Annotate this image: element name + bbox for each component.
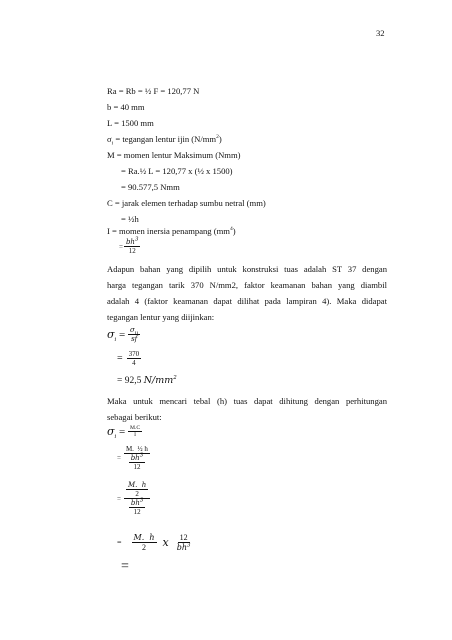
h-eq-4 (117, 533, 193, 552)
h-eq-4-fraction-2 (175, 533, 193, 552)
line-M-eq2: = 90.577,5 Nmm (121, 182, 180, 192)
h-eq-2-denominator: $\frac{bh^3}{12}$ (130, 452, 144, 471)
sigma-eq-2-eq: = (117, 353, 123, 364)
sigma-eq-3-value: = 92,5 (117, 376, 144, 386)
h-eq-5: = (121, 559, 129, 574)
sigma-eq-1-eq: = (116, 328, 128, 341)
h-eq-3-numerator: $\frac{M. h}{2}$ (124, 481, 150, 499)
sigma-eq-1-denominator: sf (131, 335, 138, 343)
h-eq-4-fraction-1-denominator: 2 (142, 543, 146, 552)
h-eq-1 (107, 425, 142, 441)
paragraph-2-line-2: sebagai berikut: (107, 412, 162, 422)
I-definition-close: ) (232, 226, 236, 236)
h-eq-2-eq: = (117, 454, 121, 462)
h-eq-1-denominator: I (134, 432, 136, 438)
h-eq-2-fraction (124, 445, 150, 471)
h-eq-3-eq: = (117, 494, 121, 503)
h-eq-1-numerator: M.C (130, 425, 141, 431)
h-eq-3 (117, 481, 150, 516)
h-eq-4-fraction-1 (132, 533, 157, 552)
line-M-eq1: = Ra.½ L = 120,77 x (½ x 1500) (121, 166, 233, 176)
line-L-def: L = 1500 mm (107, 118, 154, 128)
I-formula-numerator: $bh^3$ (125, 236, 139, 246)
line-M-def: M = momen lentur Maksimum (Nmm) (107, 150, 241, 160)
line-C-def: C = jarak elemen terhadap sumbu netral (mm) (107, 198, 266, 208)
paragraph-2-line-1: Maka untuk mencari tebal (h) tuas dapat dihitung dengan perhitungan (107, 396, 387, 406)
I-formula (119, 238, 140, 255)
sigma-definition-close: ) (218, 134, 222, 144)
line-I-def (107, 226, 236, 237)
sigma-eq-2-denominator: 4 (132, 359, 136, 367)
line-b-def: b = 40 mm (107, 102, 145, 112)
sigma-eq-1-numerator: $\sigma_u$ (130, 326, 139, 337)
line-ra-rb: Ra = Rb = ½ F = 120,77 N (107, 86, 200, 96)
sigma-subscript: i (111, 140, 114, 147)
sigma-eq-2-numerator: 370 (128, 350, 140, 358)
line-C-eq: = ½h (121, 214, 139, 224)
I-formula-fraction (124, 238, 141, 255)
h-eq-1-lhs: $\sigma_i$ (107, 425, 117, 441)
h-eq-4-eq: = (117, 538, 122, 547)
h-eq-4-fraction-1-numerator: M. h (133, 533, 155, 542)
paragraph-1-line-3: adalah 4 (faktor keamanan dapat dilihat pada lampiran 4). Maka didapat (107, 296, 387, 306)
I-formula-denominator: 12 (128, 247, 136, 255)
h-eq-3-fraction (124, 481, 150, 516)
paragraph-1-line-2: harga tegangan tarik 370 N/mm2, faktor keamanan bahan yang diambil (107, 280, 387, 290)
sigma-unit-exponent: 2 (216, 134, 219, 141)
I-unit-exponent: 4 (229, 226, 233, 233)
sigma-eq-2 (117, 350, 141, 367)
sigma-eq-3 (117, 375, 177, 386)
paragraph-1-line-1: Adapun bahan yang dipilih untuk konstruksi tuas adalah ST 37 dengan (107, 264, 387, 274)
h-eq-4-fraction-2-denominator: $bh^3$ (176, 542, 191, 552)
paragraph-1-line-4: tegangan lentur yang diijinkan: (107, 312, 215, 322)
sigma-symbol: σ (107, 134, 112, 144)
h-eq-1-eq: = (116, 425, 128, 438)
sigma-eq-1 (107, 326, 140, 343)
h-eq-2 (117, 445, 150, 471)
h-eq-1-fraction (128, 425, 142, 438)
sigma-eq-1-lhs: $\sigma_i$ (107, 328, 117, 344)
sigma-eq-1-fraction (128, 326, 140, 343)
sigma-eq-3-unit: $N/mm^2$ (143, 374, 177, 386)
h-eq-4-times: x (162, 536, 169, 549)
h-eq-3-denominator: $\frac{bh^3}{12}$ (130, 497, 144, 516)
I-definition: I = momen inersia penampang (mm (107, 226, 230, 236)
h-eq-2-numerator: M. ½ h (125, 445, 148, 453)
sigma-eq-2-fraction (127, 350, 142, 367)
sigma-definition: = tegangan lentur ijin (N/mm (113, 134, 217, 144)
line-sigma-def (107, 134, 222, 145)
page-number: 32 (376, 28, 385, 38)
h-eq-4-fraction-2-numerator: 12 (179, 533, 188, 542)
I-formula-eq: = (119, 242, 123, 251)
